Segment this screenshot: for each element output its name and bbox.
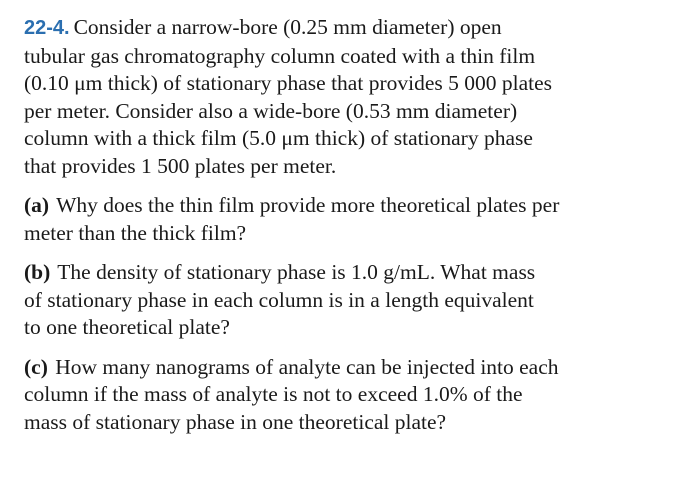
part-c-line-3: mass of stationary phase in one theoretical plate? (24, 409, 447, 434)
part-c-line-2: column if the mass of analyte is not to exceed 1.0% of the (24, 382, 523, 406)
part-b (24, 259, 672, 342)
part-b-label: (b) (24, 260, 51, 284)
part-c-line-1: (c) How many nanograms of analyte can be injected into each (24, 354, 559, 379)
problem-line-5: column with a thick film (5.0 μm thick) of stationary phase (24, 126, 533, 150)
problem-line-2: tubular gas chromatography column coated with a thin film (24, 43, 536, 68)
problem-line-3: (0.10 μm thick) of stationary phase that provides 5 000 plates (24, 71, 553, 95)
part-b-line-2: of stationary phase in each column is in a length equivalent (24, 287, 534, 312)
part-a-line-1: (a) Why does the thin film provide more theoretical plates per (24, 193, 560, 217)
part-a-line-2: meter than the thick film? (24, 220, 247, 245)
part-c-label: (c) (24, 354, 48, 379)
part-c (24, 354, 672, 437)
problem-line-6: that provides 1 500 plates per meter. (24, 153, 337, 178)
problem-statement (24, 14, 672, 180)
problem-line-1: 22-4. Consider a narrow-bore (0.25 mm diameter) open (24, 15, 502, 39)
problem-number: 22-4. (24, 17, 70, 39)
problem-line-4: per meter. Consider also a wide-bore (0.53 mm diameter) (24, 98, 518, 123)
part-a-label: (a) (24, 193, 50, 217)
part-b-line-1: (b) The density of stationary phase is 1.0 g/mL. What mass (24, 260, 536, 284)
part-a (24, 192, 672, 247)
part-b-line-3: to one theoretical plate? (24, 315, 230, 339)
